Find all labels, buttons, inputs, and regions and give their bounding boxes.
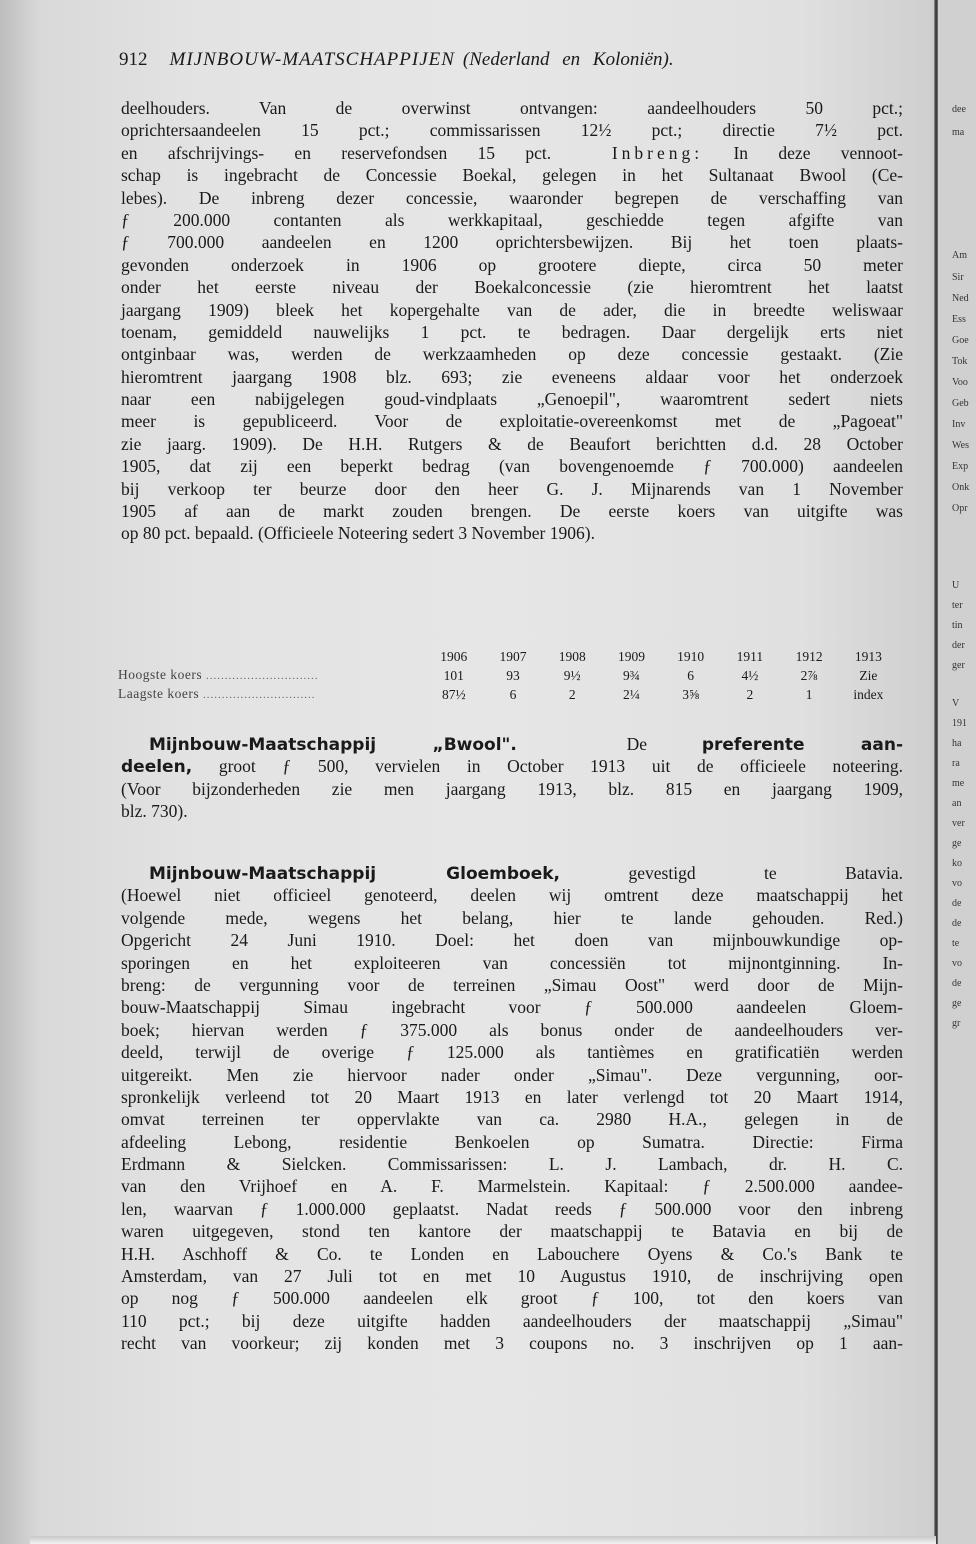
- text-line: deelhouders. Van de overwinst ontvangen: aandeelhouders 50 pct.;: [121, 98, 903, 118]
- table-cell: 2¼: [623, 686, 640, 702]
- adjacent-page-fragment: ger: [952, 660, 965, 671]
- text-line: lebes). De inbreng dezer concessie, waaronder begrepen de verschaffing van: [121, 187, 903, 208]
- running-head-subtitle: (Nederland en Koloniën).: [462, 49, 674, 70]
- text-line: en afschrijvings- en reservefondsen 15 pct. Inbreng: In deze vennoot-: [121, 142, 904, 163]
- year-header: 1909: [617, 649, 645, 664]
- text-line: Amsterdam, van 27 Juli tot en met 10 Augustus 1910, de inschrijving open: [121, 1266, 903, 1287]
- table-cell: 2: [568, 686, 576, 702]
- year-header: 1910: [677, 649, 705, 664]
- adjacent-page-fragment: ge: [952, 838, 962, 849]
- text-line: (Hoewel niet officieel genoteerd, deelen wij omtrent deze maatschappij het: [121, 885, 903, 906]
- text-line: van den Vrijhoef en A. F. Marmelstein. Kapitaal: ƒ 2.500.000 aandee-: [121, 1176, 903, 1197]
- adjacent-page-fragment: ra: [952, 758, 960, 769]
- adjacent-page-fragment: Voo: [952, 377, 968, 388]
- adjacent-page-fragment: Exp: [952, 461, 969, 472]
- section-gloemboek: [121, 862, 903, 1355]
- page-bottom-edge: [30, 1536, 936, 1544]
- adjacent-page-fragment: dee: [952, 104, 966, 115]
- adjacent-page-fragment: Am: [952, 250, 967, 261]
- adjacent-page-fragment: U: [952, 580, 960, 591]
- text-line: hieromtrent jaargang 1908 blz. 693; zie eveneens aldaar voor het onderzoek: [121, 366, 903, 387]
- text-line: Mijnbouw-Maatschappij Gloemboek, gevestigd te Batavia.: [149, 863, 903, 884]
- running-head-title: MIJNBOUW-MAATSCHAPPIJEN: [169, 49, 455, 70]
- section-boekal-text: [121, 97, 903, 545]
- adjacent-page-fragment: Ess: [952, 314, 966, 325]
- year-header: 1911: [736, 649, 764, 664]
- adjacent-page-fragment: Goe: [952, 335, 969, 346]
- text-line: jaargang 1909) bleek het kopergehalte van de ader, die in breedte weliswaar: [121, 299, 903, 320]
- adjacent-page-fragment: an: [952, 798, 962, 809]
- adjacent-page-fragment: ma: [952, 127, 965, 138]
- text-line: zie jaarg. 1909). De H.H. Rutgers & de Beaufort berichtten d.d. 28 October: [121, 433, 903, 454]
- text-line: boek; hiervan werden ƒ 375.000 als bonus onder de aandeelhouders ver-: [121, 1019, 903, 1040]
- koers-header-row: [118, 648, 898, 666]
- adjacent-page-fragment: der: [952, 640, 965, 651]
- running-head: [119, 44, 899, 74]
- table-cell: 1: [805, 686, 813, 702]
- text-line: deeld, terwijl de overige ƒ 125.000 als tantièmes en gratificatiën werden: [121, 1042, 903, 1063]
- adjacent-page-fragment: de: [952, 898, 962, 909]
- text-line: ƒ 200.000 contanten als werkkapitaal, geschiedde tegen afgifte van: [121, 209, 903, 230]
- adjacent-page-fragment: de: [952, 978, 962, 989]
- table-row: Hoogste koers .............................. 101 93 9½ 9¾ 6 4½ 2⅞ Zie: [118, 666, 898, 685]
- year-header: 1908: [558, 649, 586, 664]
- text-line: waren uitgegeven, stond ten kantore der maatschappij te Batavia en bij de: [121, 1221, 903, 1242]
- adjacent-page-fragment: ge: [952, 998, 962, 1009]
- table-cell: 3⅝: [682, 686, 700, 702]
- table-row: Laagste koers .............................. 87½ 6 2 2¼ 3⅝ 2 1 index: [118, 685, 898, 704]
- adjacent-page-fragment: ko: [952, 858, 962, 869]
- inbreng-label: Inbreng:: [611, 142, 704, 163]
- text-line: ontginbaar was, werden de werkzaamheden op deze concessie gestaakt. (Zie: [121, 344, 903, 365]
- year-header: 1907: [499, 649, 527, 664]
- text-line: blz. 730).: [121, 801, 188, 822]
- table-cell: 9½: [563, 667, 581, 683]
- text-line: Opgericht 24 Juni 1910. Doel: het doen van mijnbouwkundige op-: [121, 930, 903, 951]
- text-line: toenam, gemiddeld nauwelijks 1 pct. te bedragen. Daar dergelijk erts niet: [121, 321, 903, 342]
- table-cell: 2⅞: [800, 667, 818, 683]
- adjacent-page-fragment: V: [952, 698, 960, 709]
- table-cell: 2: [746, 686, 754, 702]
- adjacent-page-fragment: 191: [952, 718, 967, 729]
- text-line: 1905 af aan de markt zouden brengen. De eerste koers van uitgifte was: [121, 501, 903, 522]
- text-line: (Voor bijzonderheden zie men jaargang 1913, blz. 815 en jaargang 1909,: [121, 778, 903, 799]
- table-cell: 6: [509, 686, 517, 702]
- text-line: recht van voorkeur; zij konden met 3 coupons no. 3 inschrijven op 1 aan-: [121, 1333, 903, 1354]
- table-cell: 4½: [741, 667, 759, 683]
- year-header: 1912: [795, 649, 823, 664]
- koers-table: [118, 648, 898, 704]
- table-cell: 9¾: [623, 667, 640, 683]
- text-line: meer is gepubliceerd. Voor de exploitatie-overeenkomst met de „Pagoeat": [121, 411, 903, 432]
- text-line: Mijnbouw-Maatschappij „Bwool". De preferente aan-: [149, 734, 904, 755]
- adjacent-page-fragment: ter: [952, 600, 963, 611]
- text-line: naar een nabijgelegen goud-vindplaats „Genoepil", waaromtrent sedert niets: [121, 389, 903, 410]
- adjacent-page-fragment: de: [952, 918, 962, 929]
- text-line: Erdmann & Sielcken. Commissarissen: L. J. Lambach, dr. H. C.: [121, 1154, 903, 1175]
- text-line: spronkelijk verleend tot 20 Maart 1913 en later verlengd tot 20 Maart 1914,: [121, 1086, 903, 1107]
- text-line: 1905, dat zij een beperkt bedrag (van bovengenoemde ƒ 700.000) aandeelen: [121, 456, 903, 477]
- text-line: sporingen en het exploiteeren van concessiën tot mijnontginning. In-: [121, 952, 903, 973]
- adjacent-page-fragment: tin: [952, 620, 963, 631]
- table-cell: 101: [443, 667, 464, 683]
- text-line: gevonden onderzoek in 1906 op grootere diepte, circa 50 meter: [121, 254, 903, 275]
- adjacent-page-fragment: vo: [952, 958, 962, 969]
- text-line: afdeeling Lebong, residentie Benkoelen op Sumatra. Directie: Firma: [121, 1131, 903, 1152]
- text-line: breng: de vergunning voor de terreinen „Simau Oost" werd door de Mijn-: [121, 974, 903, 995]
- table-cell: 6: [687, 667, 695, 683]
- adjacent-page-fragment: Tok: [952, 356, 968, 367]
- adjacent-page-fragment: Geb: [952, 398, 969, 409]
- adjacent-page-fragment: Sir: [952, 272, 964, 283]
- adjacent-page-fragment: me: [952, 778, 965, 789]
- company-heading-bwool: Mijnbouw-Maatschappij „Bwool".: [149, 735, 517, 755]
- adjacent-page-edge: [938, 0, 976, 1544]
- adjacent-page-fragment: Wes: [952, 440, 969, 451]
- text-line: oprichtersaandeelen 15 pct.; commissarissen 12½ pct.; directie 7½ pct.: [121, 120, 903, 141]
- adjacent-page-fragment: Opr: [952, 503, 968, 514]
- text-line: op 80 pct. bepaald. (Officieele Noteering sedert 3 November 1906).: [121, 523, 595, 544]
- text-line: omvat terreinen ter oppervlakte van ca. 2980 H.A., gelegen in de: [121, 1109, 903, 1130]
- adjacent-page-fragment: Inv: [952, 419, 966, 430]
- table-cell: 93: [506, 667, 520, 683]
- text-line: 110 pct.; bij deze uitgifte hadden aandeelhouders der maatschappij „Simau": [121, 1310, 903, 1331]
- year-header: 1913: [854, 649, 882, 664]
- adjacent-page-fragment: Onk: [952, 482, 970, 493]
- text-line: ƒ 700.000 aandeelen en 1200 oprichtersbewijzen. Bij het toen plaats-: [121, 232, 903, 253]
- year-header: 1906: [440, 649, 468, 664]
- text-line: onder het eerste niveau der Boekalconcessie (zie hieromtrent het laatst: [121, 277, 903, 298]
- adjacent-page-fragment: ha: [952, 738, 962, 749]
- adjacent-page-fragment: te: [952, 938, 960, 949]
- text-line: len, waarvan ƒ 1.000.000 geplaatst. Nadat reeds ƒ 500.000 voor den inbreng: [121, 1198, 903, 1219]
- adjacent-page-fragment: vo: [952, 878, 962, 889]
- adjacent-page-fragment: gr: [952, 1018, 961, 1029]
- text-line: bij verkoop ter beurze door den heer G. J. Mijnarends van 1 November: [121, 478, 903, 499]
- row-label: Hoogste koers: [118, 667, 203, 682]
- text-line: H.H. Aschhoff & Co. te Londen en Labouchere Oyens & Co.'s Bank te: [121, 1243, 903, 1264]
- company-heading-gloemboek: Mijnbouw-Maatschappij Gloemboek,: [149, 864, 561, 884]
- text-line: op nog ƒ 500.000 aandeelen elk groot ƒ 100, tot den koers van: [121, 1288, 903, 1309]
- text-line: schap is ingebracht de Concessie Boekal, gelegen in het Sultanaat Bwool (Ce-: [121, 165, 903, 186]
- text-line: bouw-Maatschappij Simau ingebracht voor ƒ 500.000 aandeelen Gloem-: [121, 997, 903, 1018]
- text-line: volgende mede, wegens het belang, hier te lande gehouden. Red.): [121, 907, 903, 928]
- section-bwool: [121, 733, 903, 823]
- text-line: deelen, groot ƒ 500, vervielen in October 1913 uit de officieele noteering.: [121, 756, 904, 778]
- adjacent-page-fragment: ver: [952, 818, 965, 829]
- row-label: Laagste koers: [118, 686, 200, 701]
- page-number: 912: [119, 49, 148, 70]
- adjacent-page-fragment: Ned: [952, 293, 969, 304]
- text-line: uitgereikt. Men zie hiervoor nader onder „Simau". Deze vergunning, oor-: [121, 1064, 903, 1085]
- table-cell: index: [853, 686, 884, 702]
- table-cell: 87½: [441, 686, 466, 702]
- table-cell: Zie: [859, 667, 878, 683]
